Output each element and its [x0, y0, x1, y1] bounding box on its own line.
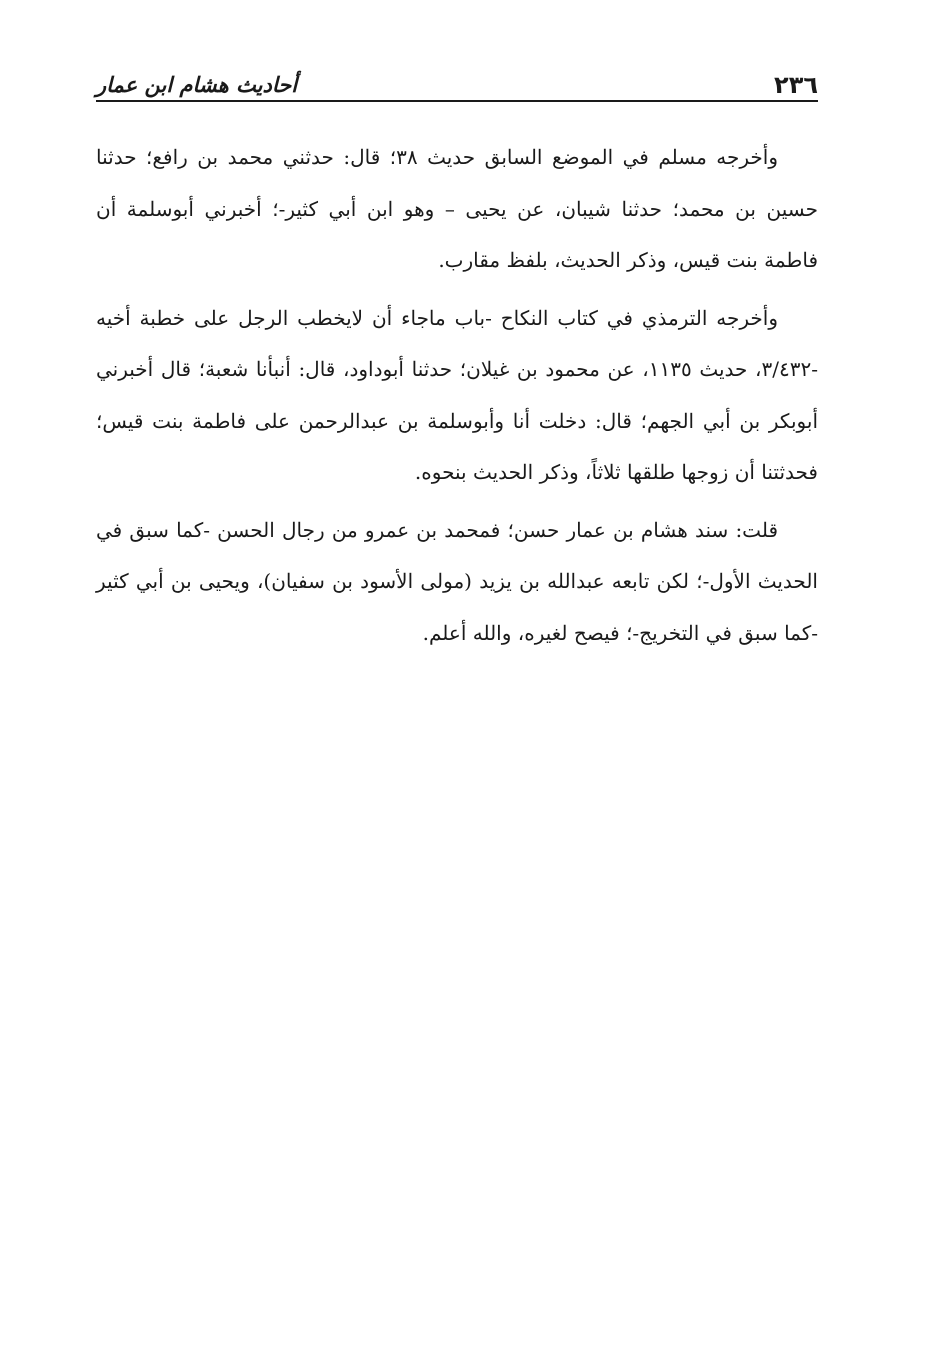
paragraph-tirmidhi-citation: وأخرجه الترمذي في كتاب النكاح -باب ماجاء أن لايخطب الرجل على خطبة أخيه -٣/٤٣٢، حديث ١١٣٥، عن محمود بن غيلان؛ حدثنا أبوداود، قال: أنبأنا شعبة؛ قال أخبرني أبوبكر بن أبي الجهم؛ قال: دخلت أنا وأبوسلمة بن عبدالرحمن على فاطمة بنت قيس؛ فحدثتنا أن زوجها طلقها ثلاثاً، وذكر الحديث بنحوه. [96, 305, 818, 484]
running-title: أحاديث هشام ابن عمار [96, 73, 298, 97]
header-divider [96, 100, 818, 102]
body-text [96, 132, 818, 665]
paragraph-muslim-citation: وأخرجه مسلم في الموضع السابق حديث ٣٨؛ قال: حدثني محمد بن رافع؛ حدثنا حسين بن محمد؛ حدثنا شيبان، عن يحيى – وهو ابن أبي كثير-؛ أخبرني أبوسلمة أن فاطمة بنت قيس، وذكر الحديث، بلفظ مقارب. [96, 145, 818, 272]
page-number: ٢٣٦ [774, 71, 818, 99]
page-header [96, 62, 818, 100]
paragraph-authors-verdict: قلت: سند هشام بن عمار حسن؛ فمحمد بن عمرو من رجال الحسن -كما سبق في الحديث الأول-؛ لكن تابعه عبدالله بن يزيد (مولى الأسود بن سفيان)، ويحيى بن أبي كثير -كما سبق في التخريج-؛ فيصح لغيره، والله أعلم. [96, 517, 818, 645]
